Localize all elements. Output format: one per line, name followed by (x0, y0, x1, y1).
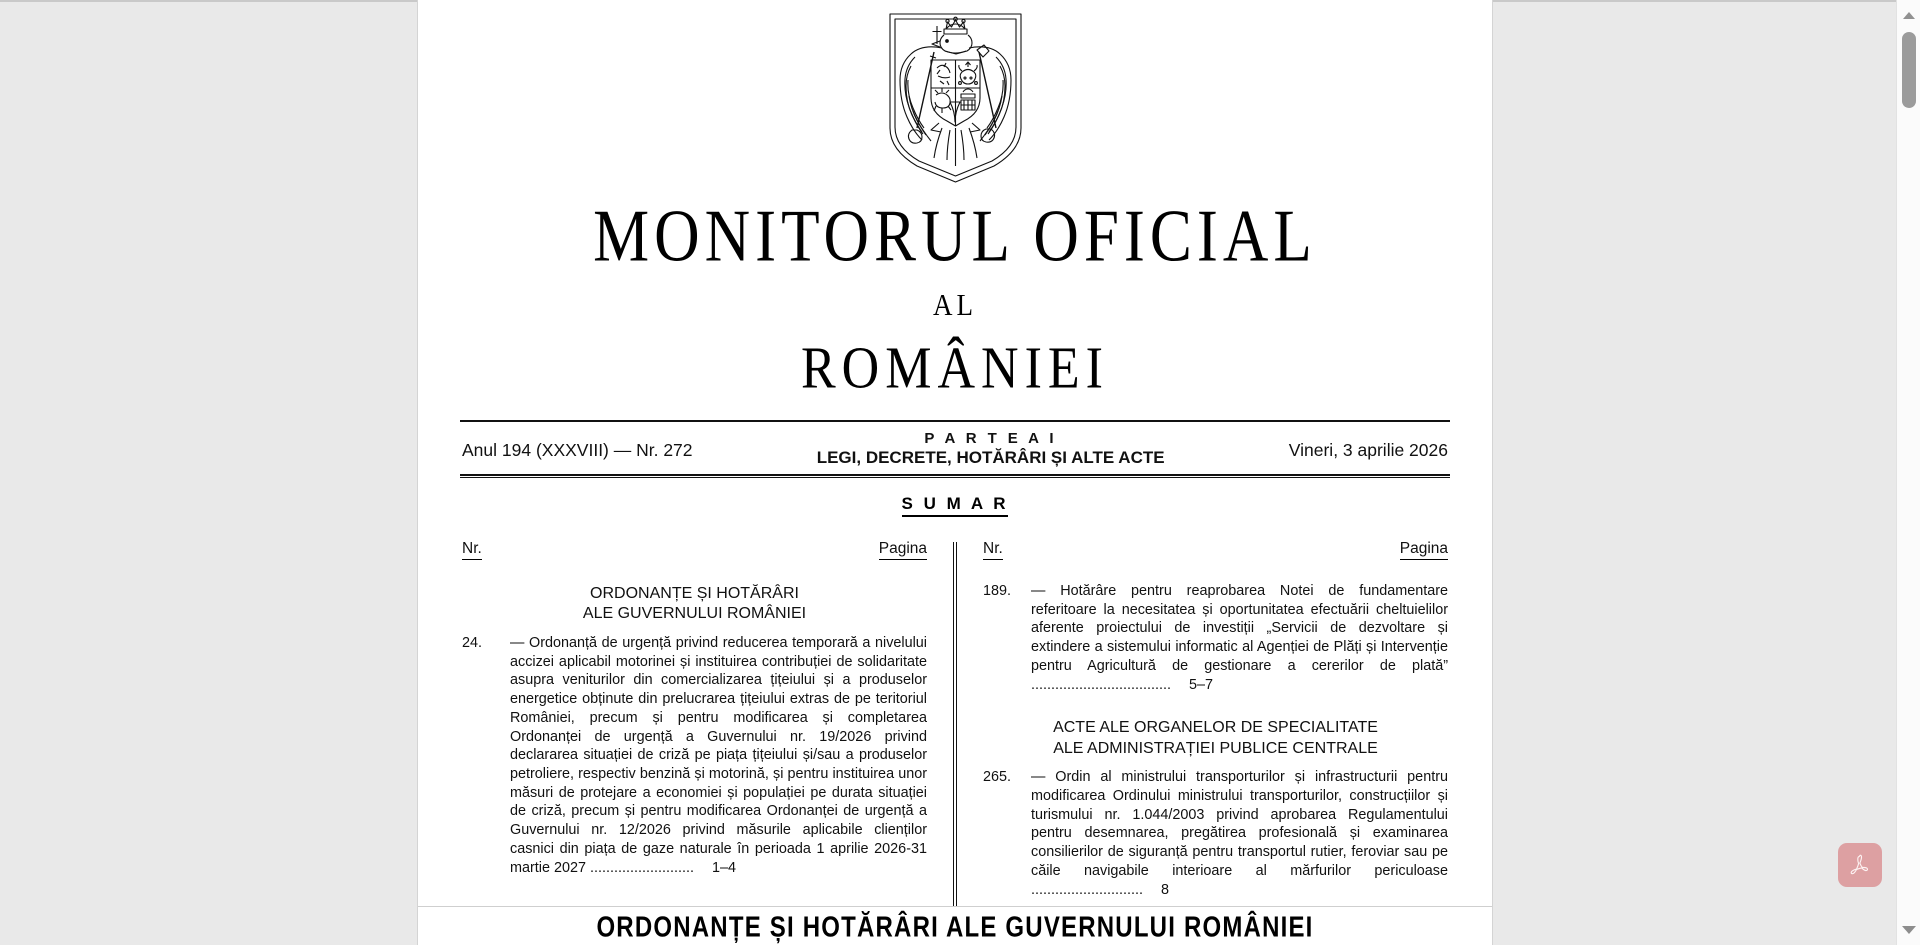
entry-leader: ............................ (1031, 881, 1143, 898)
coat-of-arms-container (438, 0, 1472, 185)
entry-number: 265. (983, 769, 1012, 786)
entry-body (510, 634, 927, 877)
column-left-header (462, 540, 927, 560)
scroll-thumb[interactable] (1902, 32, 1916, 108)
section-title-central-administration (983, 718, 1448, 759)
issue-part-block (693, 430, 1289, 468)
adobe-acrobat-icon (1847, 852, 1873, 878)
bottom-banner-text: ORDONANȚE ȘI HOTĂRÂRI ALE GUVERNULUI ROMÂNIEI (596, 910, 1314, 943)
entry-text: — Ordonanță de urgență privind reducerea temporară a nivelului accizei aplicabil motorinei și instituirea contribuției de solidaritate asupra veniturilor din comercializarea țițeiului și a produselor energetice obținute din prelucrarea țițeiului extras de pe teritoriul României, precum și pentru modificarea și completarea Ordonanței de urgență a Guvernului nr. 19/2026 privind declararea situației de criză pe piața țițeiului și/sau a produselor petroliere, respectiv benzină și motorină, și pentru instituirea unor măsuri de protejare a economiei și populației pe durata situației de criză, precum și pentru modificarea Ordonanței de urgență a Guvernului nr. 12/2026 privind măsurile aplicabile clienților casnici din piața de gaze naturale în perioada 1 aprilie 2026-31 martie 2027 (510, 634, 927, 876)
masthead (438, 194, 1472, 402)
summary-entry[interactable] (983, 582, 1448, 694)
triangle-up-icon (1903, 12, 1915, 19)
scroll-up-arrow[interactable] (1897, 4, 1920, 26)
masthead-connector: AL (933, 288, 977, 322)
masthead-title: MONITORUL OFICIAL (593, 194, 1317, 277)
entry-pages: 8 (1160, 881, 1169, 898)
column-right-header-page: Pagina (1400, 540, 1448, 560)
entry-number: 24. (462, 634, 483, 651)
scroll-down-arrow[interactable] (1897, 919, 1920, 941)
summary-column-left (462, 540, 955, 899)
entry-text: — Hotărâre pentru reaprobarea Notei de fundamentare referitoare la necesitatea și oportunitatea efectuării cheltuielilor aferente proiectului de investiții „Servicii de dezvoltare și extindere a sistemului informatic al Agenției de Plăți și Intervenție pentru Agricultură de gestionare a cererilor de plată” (1031, 583, 1448, 674)
masthead-country: ROMÂNIEI (801, 336, 1109, 402)
column-left-header-page: Pagina (879, 540, 927, 560)
entry-body (1031, 768, 1448, 899)
entry-number: 189. (983, 583, 1012, 599)
adobe-acrobat-badge[interactable] (1838, 843, 1882, 887)
issue-year-number: Anul 194 (XXXVIII) — Nr. 272 (462, 440, 693, 460)
summary-heading (438, 494, 1472, 514)
issue-line (462, 430, 1448, 468)
summary-heading-text: S U M A R (902, 494, 1009, 517)
entry-leader: ................................... (1031, 676, 1171, 693)
summary-entry[interactable] (983, 768, 1448, 899)
column-right-header-nr: Nr. (983, 540, 1003, 560)
summary-columns (462, 540, 1448, 899)
section-title-line2: ALE ADMINISTRAȚIEI PUBLICE CENTRALE (1053, 739, 1378, 757)
section-title-line2: ALE GUVERNULUI ROMÂNIEI (582, 605, 807, 623)
issue-part-label: P A R T E A I (924, 430, 1057, 447)
entry-pages: 1–4 (711, 859, 736, 876)
entry-text: — Ordin al ministrului transporturilor și infrastructurii pentru modificarea Ordinului ministrului transporturilor, construcțiilor și turismului nr. 1.044/2003 privind aprobarea Regulamentului pentru desemnarea, pregătirea profesională și examinarea consilierilor de siguranță pentru transportul rutier, feroviar sau pe căile navigabile interioare al mărfurilor periculoase (1031, 769, 1448, 879)
section-title-line1: ORDONANȚE ȘI HOTĂRÂRI (590, 585, 799, 602)
vertical-scrollbar[interactable] (1896, 0, 1920, 945)
masthead-rule (460, 420, 1450, 422)
entry-pages: 5–7 (1188, 676, 1213, 693)
issue-part-subtitle: LEGI, DECRETE, HOTĂRÂRI ȘI ALTE ACTE (816, 448, 1165, 467)
bottom-banner (418, 906, 1492, 945)
triangle-down-icon (1902, 926, 1916, 934)
entry-leader: .......................... (590, 859, 694, 876)
summary-entry[interactable] (462, 634, 927, 877)
romanian-coat-of-arms-icon (884, 10, 1027, 185)
section-title-government (462, 584, 927, 625)
column-right-header (983, 540, 1448, 560)
entry-body (1031, 582, 1448, 694)
summary-column-right (955, 540, 1448, 899)
column-left-header-nr: Nr. (462, 540, 482, 560)
pdf-page (418, 0, 1492, 945)
section-title-line1: ACTE ALE ORGANELOR DE SPECIALITATE (1053, 719, 1378, 737)
issue-rule (460, 474, 1450, 478)
issue-date: Vineri, 3 aprilie 2026 (1288, 440, 1448, 460)
